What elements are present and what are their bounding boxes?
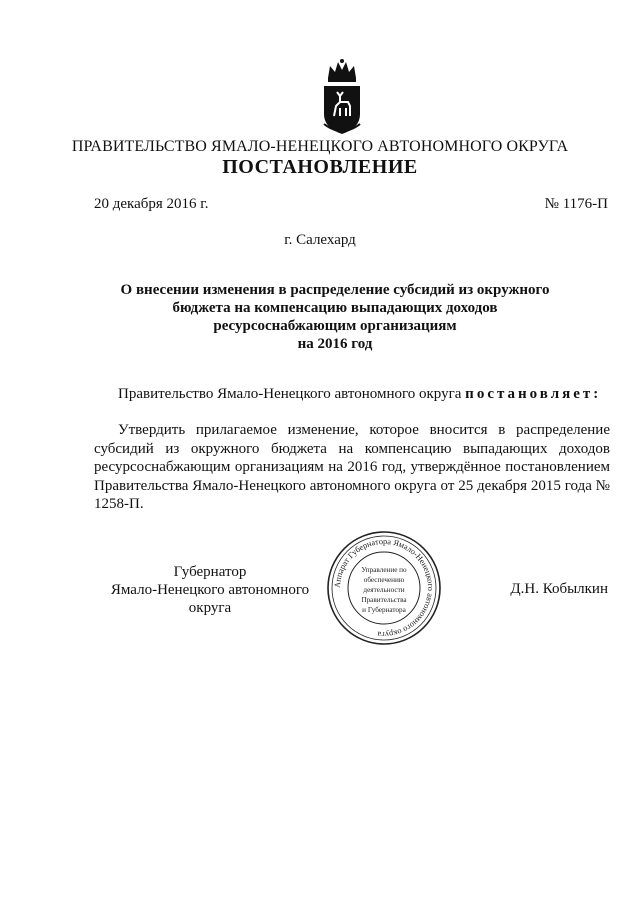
stamp-center-line: Правительства <box>361 596 407 604</box>
resolve-prefix: Правительство Ямало-Ненецкого автономного округа <box>118 386 466 402</box>
document-number: № 1176-П <box>544 196 608 212</box>
document-date: 20 декабря 2016 г. <box>94 196 209 212</box>
official-stamp <box>326 530 442 646</box>
document-city: г. Салехард <box>284 232 356 248</box>
stamp-center-line: Управление по <box>361 566 407 574</box>
stamp-ring-text: Аппарат Губернатора Ямало-Ненецкого автономного округа <box>332 536 436 640</box>
stamp-center-line: и Губернатора <box>362 606 406 614</box>
document-subject <box>100 281 570 353</box>
signatory-title <box>94 563 326 617</box>
body-paragraph: Утвердить прилагаемое изменение, которое вносится в распределение субсидий из окружного бюджета на компенсацию выпадающих доходов ресурсоснабжающим организациям на 2016 год, утверждённое постановлением Правительства Ямало-Ненецкого автономного округа от 25 декабря 2015 года № 1258-П. <box>94 422 610 512</box>
subject-line: бюджета на компенсацию выпадающих доходов <box>172 300 498 316</box>
subject-line: О внесении изменения в распределение субсидий из окружного <box>120 282 550 298</box>
coat-of-arms-icon <box>318 58 366 138</box>
resolve-word: постановляет: <box>465 386 602 402</box>
stamp-center-line: деятельности <box>363 586 405 594</box>
government-title: ПРАВИТЕЛЬСТВО ЯМАЛО-НЕНЕЦКОГО АВТОНОМНОГО ОКРУГА <box>71 138 569 155</box>
document-type: ПОСТАНОВЛЕНИЕ <box>222 156 418 178</box>
document-body <box>94 421 610 514</box>
stamp-center-line: обеспечению <box>363 576 405 584</box>
resolve-clause <box>118 386 601 403</box>
signatory-position: Губернатор <box>173 564 247 580</box>
subject-line: ресурсоснабжающим организациям <box>213 318 457 334</box>
signatory-region: Ямало-Ненецкого автономного округа <box>110 582 310 616</box>
subject-line: на 2016 год <box>297 336 373 352</box>
signatory-name: Д.Н. Кобылкин <box>510 581 608 597</box>
